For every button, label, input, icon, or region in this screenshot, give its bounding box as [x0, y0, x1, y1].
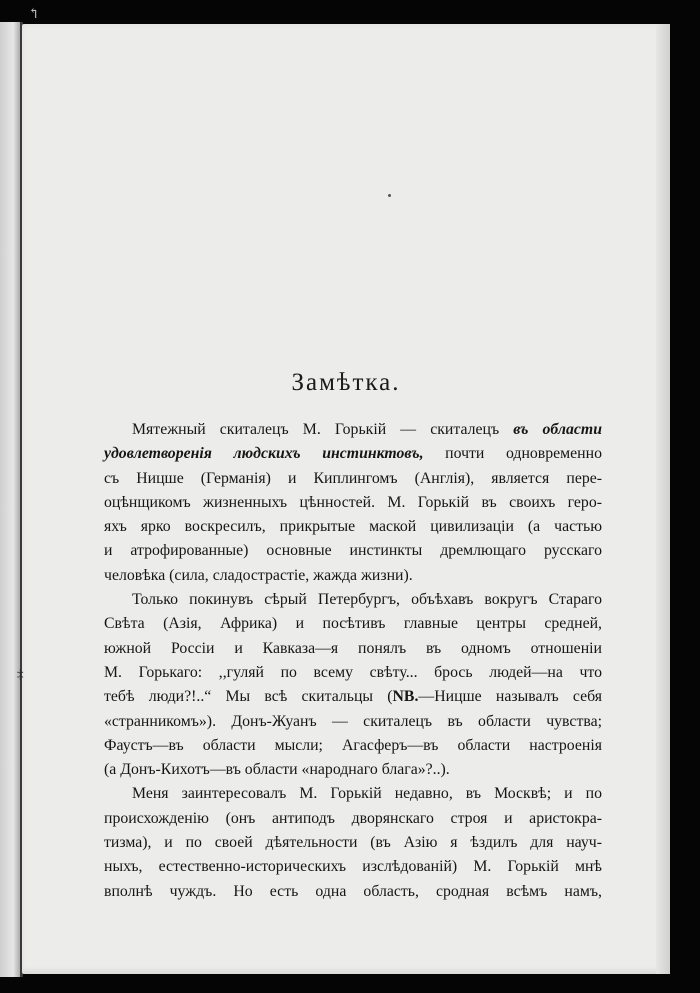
- text-line: [104, 564, 602, 588]
- text-segment: Свѣта (Азія, Африка) и посѣтивъ главные центры средней,: [104, 615, 602, 633]
- text-line: [104, 418, 602, 442]
- text-line: [104, 855, 602, 879]
- text-line: [104, 661, 602, 685]
- text-line: [104, 734, 602, 758]
- text-line: [104, 710, 602, 734]
- text-segment: съ Ницше (Германія) и Киплингомъ (Англія), является пере-: [104, 469, 602, 487]
- text-line: [104, 442, 602, 466]
- text-line: [104, 588, 602, 612]
- page-title: Замѣтка.: [291, 369, 401, 396]
- text-line: [104, 515, 602, 539]
- text-segment: NB.: [392, 688, 419, 706]
- paragraph: [104, 588, 602, 782]
- text-line: [104, 758, 602, 782]
- text-segment: и атрофированные) основные инстинкты дремлющаго русскаго: [104, 542, 602, 560]
- text-segment: вполнѣ чуждъ. Но есть одна область, сродная всѣмъ намъ,: [104, 882, 602, 900]
- text-line: [104, 539, 602, 563]
- text-segment: тебѣ люди?!..“ Мы всѣ скитальцы (: [104, 688, 393, 706]
- text-segment: яхъ ярко воскресилъ, прикрытые маской цивилизаціи (а частью: [104, 518, 602, 536]
- text-line: [104, 637, 602, 661]
- paragraph: [104, 782, 602, 903]
- text-line: [104, 807, 602, 831]
- spine-mark: ‡: [17, 666, 24, 681]
- page-edge-shadow: [656, 24, 670, 974]
- body-text: [104, 418, 602, 904]
- text-segment: Мятежный скиталецъ М. Горькій — скиталецъ: [132, 421, 514, 438]
- text-line: [104, 467, 602, 491]
- text-segment: М. Горькаго: ,,гуляй по всему свѣту... брось людей—на что: [104, 663, 602, 681]
- document-page: [22, 24, 670, 974]
- text-line: [104, 831, 602, 855]
- text-line: [104, 612, 602, 636]
- text-segment: почти одновременно: [423, 445, 602, 463]
- paper-speck: [388, 194, 391, 197]
- text-segment: Меня заинтересовалъ М. Горькій недавно, въ Москвѣ; и по: [132, 785, 602, 803]
- text-line: [104, 782, 602, 806]
- emphasized-text: удовлетворенія людскихъ инстинктовъ,: [104, 445, 424, 463]
- text-segment: происхожденію (онъ антиподъ дворянскаго строя и аристокра-: [104, 809, 602, 827]
- text-line: [104, 491, 602, 515]
- text-segment: «странникомъ»). Донъ-Жуанъ — скиталецъ въ области чувства;: [104, 712, 602, 730]
- text-segment: Только покинувъ сѣрый Петербургъ, объѣхавъ вокругъ Стараго: [132, 591, 602, 609]
- text-line: [104, 880, 602, 904]
- corner-mark: ↰: [28, 7, 40, 22]
- text-segment: —Ницше называлъ себя: [418, 688, 602, 706]
- adjacent-page-edge: [0, 22, 22, 977]
- text-segment: тизма), и по своей дѣятельности (въ Азію я ѣздилъ для науч-: [104, 834, 602, 852]
- text-line: [104, 685, 602, 709]
- text-segment: южной Россіи и Кавказа—я понялъ въ одномъ отношеніи: [104, 639, 602, 657]
- emphasized-text: въ области: [513, 421, 603, 438]
- text-segment: оцѣнщикомъ жизненныхъ цѣнностей. М. Горькій въ своихъ геро-: [104, 493, 602, 511]
- paragraph: [104, 418, 602, 588]
- text-segment: Фаустъ—въ области мысли; Агасферъ—въ области настроенія: [104, 736, 602, 754]
- text-segment: ныхъ, естественно-историческихъ изслѣдованій) М. Горькій мнѣ: [104, 858, 602, 876]
- text-segment: (а Донъ-Кихотъ—въ области «народнаго блага»?..).: [104, 761, 450, 779]
- text-segment: человѣка (сила, сладострастіе, жажда жизни).: [104, 566, 413, 584]
